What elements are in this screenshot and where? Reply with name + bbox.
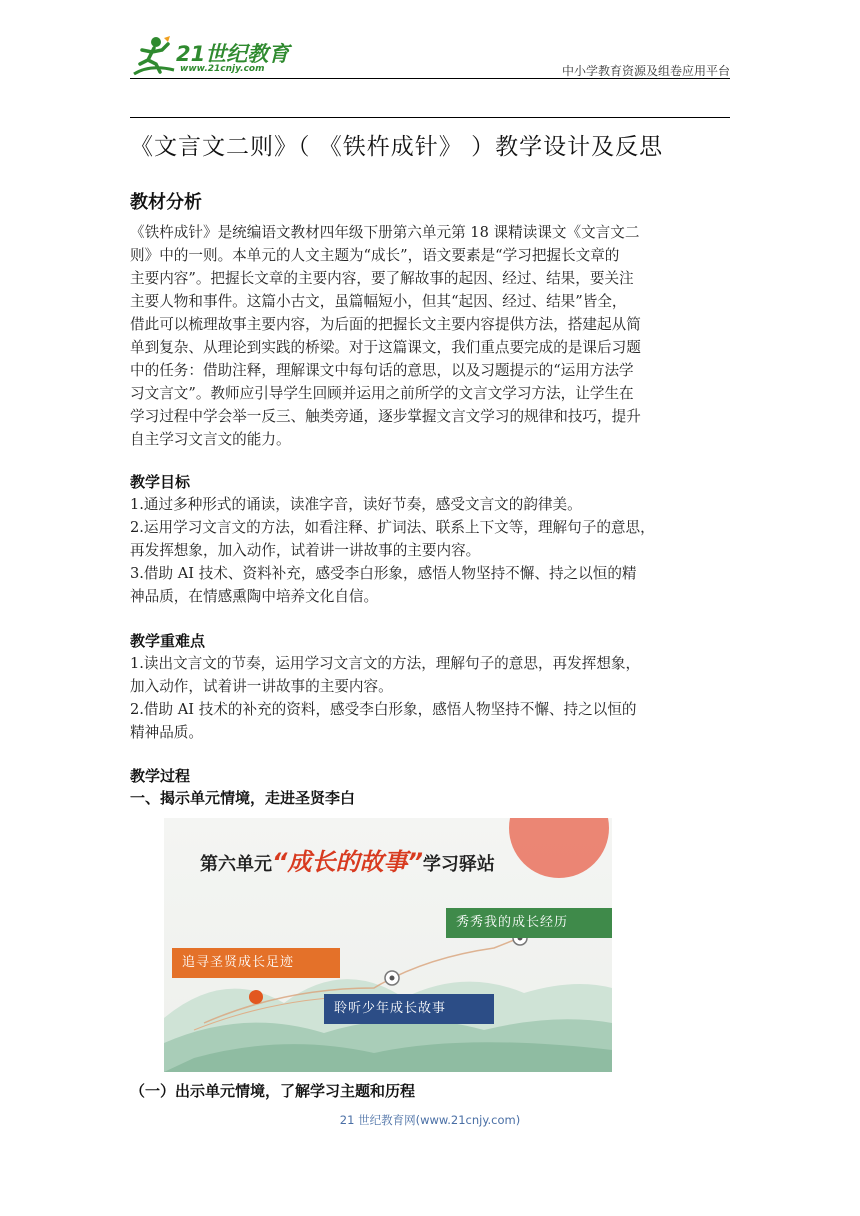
goal-line: 1.通过多种形式的诵读，读准字音，读好节奏，感受文言文的韵律美。 [130,496,582,513]
process-sub2-section [130,1080,730,1102]
page-header [130,34,730,80]
logo-url: www.21cnjy.com [180,64,265,74]
analysis-line: 单到复杂、从理论到实践的桥梁。对于这篇课文，我们重点要完成的是课后习题 [130,339,641,356]
key-point-line: 1.读出文言文的节奏，运用学习文言文的方法，理解句子的意思，再发挥想象， [130,655,641,672]
process-section [130,765,730,809]
analysis-line: 主要内容”。把握长文章的主要内容，要了解故事的起因、经过、结果，要关注 [130,270,634,287]
slide-title [200,842,495,877]
analysis-line: 主要人物和事件。这篇小古文，虽篇幅短小，但其“起因、经过、结果”皆全， [130,293,627,310]
key-points-heading: 教学重难点 [130,632,206,650]
goal-line: 3.借助 AI 技术、资料补充，感受李白形象，感悟人物坚持不懈、持之以恒的精 [130,565,637,582]
analysis-line: 则》中的一则。本单元的人文主题为“成长”，语文要素是“学习把握长文章的 [130,247,620,264]
process-subheading-2: （一）出示单元情境，了解学习主题和历程 [130,1082,416,1100]
process-subheading-1: 一、揭示单元情境，走进圣贤李白 [130,789,356,807]
key-point-line: 精神品质。 [130,724,203,741]
process-heading: 教学过程 [130,767,191,785]
platform-label: 中小学教育资源及组卷应用平台 [561,64,730,78]
header-divider [130,78,730,79]
goals-heading: 教学目标 [130,473,191,491]
analysis-heading: 教材分析 [130,192,202,213]
slide-tag-show: 秀秀我的成长经历 [446,908,612,938]
analysis-line: 中的任务：借助注释，理解课文中每句话的意思，以及习题提示的“运用方法学 [130,362,634,379]
goal-line: 再发挥想象，加入动作，试着讲一讲故事的主要内容。 [130,542,481,559]
analysis-line: 习文言文”。教师应引导学生回顾并运用之前所学的文言文学习方法，让学生在 [130,385,634,402]
goal-line: 2.运用学习文言文的方法，如看注释、扩词法、联系上下文等，理解句子的意思， [130,519,655,536]
document-title: 《文言文二则》（ 《铁杵成针》 ）教学设计及反思 [130,134,664,160]
key-point-line: 2.借助 AI 技术的补充的资料，感受李白形象，感悟人物坚持不懈、持之以恒的 [130,701,637,718]
slide-tag-listen: 聆听少年成长故事 [324,994,494,1024]
key-points-section [130,630,730,744]
page-footer: 21 世纪教育网(www.21cnjy.com) [339,1113,521,1127]
analysis-line: 《铁杵成针》是统编语文教材四年级下册第六单元第 18 课精读课文《文言文二 [130,224,640,241]
slide-title-post: 学习驿站 [422,854,495,875]
goals-section [130,471,730,608]
analysis-body [130,221,730,451]
logo-text: 21世纪教育 [176,42,290,66]
logo [130,34,310,80]
runner-logo-icon [130,34,176,78]
slide-title-highlight: “成长的故事” [272,848,423,876]
analysis-section [130,188,730,214]
goal-line: 神品质，在情感熏陶中培养文化自信。 [130,588,379,605]
title-rule [130,117,730,118]
analysis-line: 学习过程中学会举一反三、触类旁通，逐步掌握文言文学习的规律和技巧，提升 [130,408,641,425]
analysis-line: 借此可以梳理故事主要内容，为后面的把握长文主要内容提供方法，搭建起从简 [130,316,641,333]
slide-title-pre: 第六单元 [200,854,272,875]
key-point-line: 加入动作，试着讲一讲故事的主要内容。 [130,678,393,695]
analysis-line: 自主学习文言文的能力。 [130,431,291,448]
unit-slide-image [164,818,612,1072]
slide-tag-trace: 追寻圣贤成长足迹 [172,948,340,978]
